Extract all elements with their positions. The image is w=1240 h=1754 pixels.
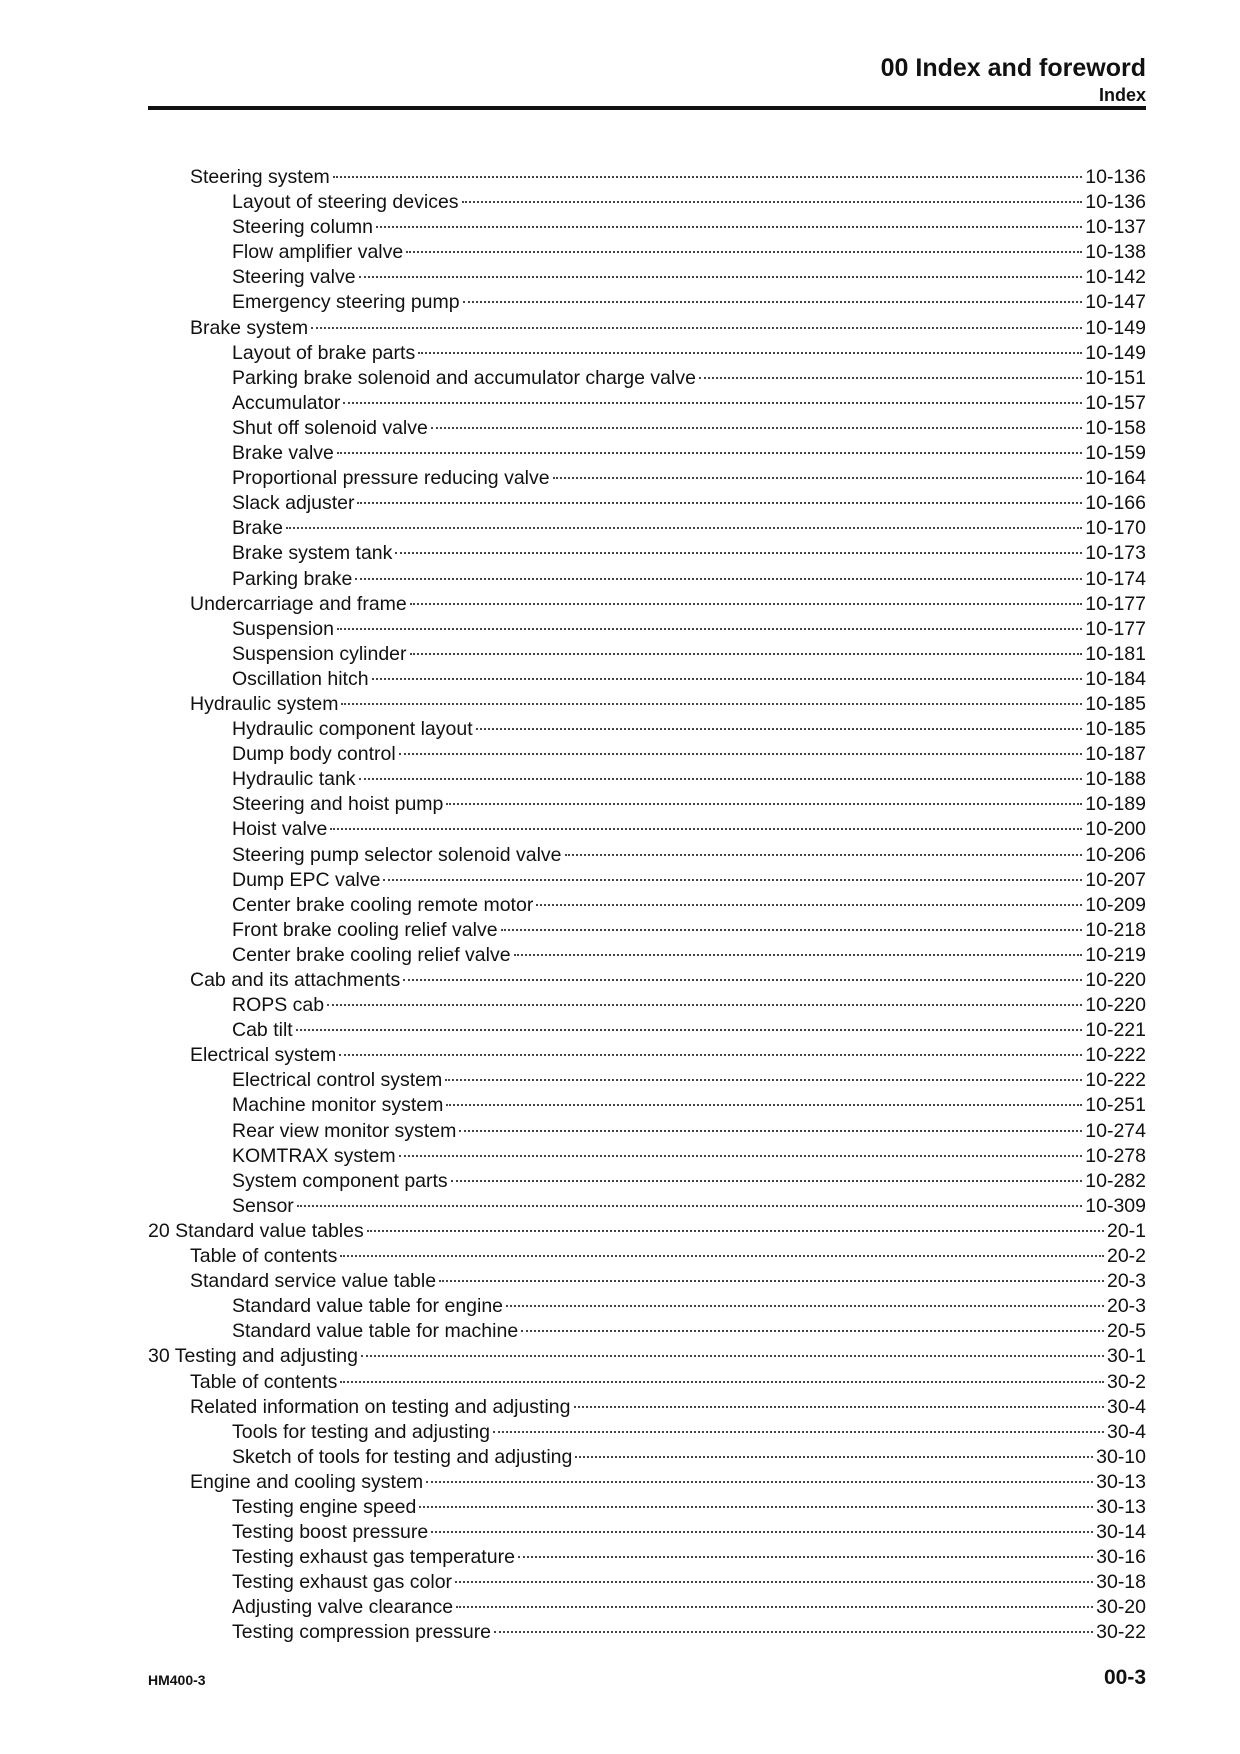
section-subtitle: Index [1098, 85, 1146, 105]
toc-entry-page: 10-147 [1085, 291, 1146, 314]
toc-entry [148, 341, 1146, 366]
toc-entry-label: Sensor [232, 1194, 294, 1217]
toc-entry-label: Brake system tank [232, 542, 393, 565]
toc-entry-page: 30-18 [1096, 1571, 1146, 1594]
toc-entry-page: 10-221 [1085, 1019, 1146, 1042]
toc-leader-dots [399, 753, 1083, 755]
toc-entry-page: 10-274 [1085, 1119, 1146, 1142]
toc-entry-page: 10-137 [1085, 216, 1146, 239]
toc-entry [148, 1620, 1146, 1645]
toc-entry [148, 391, 1146, 416]
toc-entry-page: 10-159 [1085, 442, 1146, 465]
toc-leader-dots [459, 1130, 1082, 1132]
toc-entry [148, 893, 1146, 918]
toc-entry [148, 1294, 1146, 1319]
toc-entry-label: Rear view monitor system [232, 1119, 457, 1142]
toc-entry-page: 10-149 [1085, 341, 1146, 364]
toc-entry-page: 10-166 [1085, 492, 1146, 515]
toc-entry-page: 10-251 [1085, 1094, 1146, 1117]
toc-entry [148, 1395, 1146, 1420]
toc-entry [148, 1244, 1146, 1269]
toc-entry-label: ROPS cab [232, 994, 325, 1017]
toc-leader-dots [565, 854, 1083, 856]
toc-entry-page: 10-220 [1085, 994, 1146, 1017]
toc-entry-label: Shut off solenoid valve [232, 416, 428, 439]
toc-entry [148, 1520, 1146, 1545]
toc-leader-dots [419, 1506, 1093, 1508]
toc-entry-page: 20-3 [1106, 1270, 1146, 1293]
toc-leader-dots [456, 1606, 1093, 1608]
toc-entry [148, 1169, 1146, 1194]
toc-leader-dots [446, 1104, 1082, 1106]
toc-entry-label: Hydraulic tank [232, 768, 356, 791]
toc-entry-label: Brake valve [232, 442, 334, 465]
toc-entry [148, 767, 1146, 792]
toc-entry-page: 10-222 [1085, 1069, 1146, 1092]
toc-entry [148, 642, 1146, 667]
toc-entry [148, 617, 1146, 642]
toc-entry [148, 868, 1146, 893]
toc-entry-page: 30-4 [1106, 1420, 1146, 1443]
toc-leader-dots [296, 1029, 1083, 1031]
toc-leader-dots [574, 1406, 1104, 1408]
toc-entry-page: 10-151 [1085, 366, 1146, 389]
toc-entry-label: Brake [232, 517, 283, 540]
toc-leader-dots [521, 1330, 1104, 1332]
toc-entry-page: 30-16 [1096, 1546, 1146, 1569]
toc-entry-page: 10-158 [1085, 416, 1146, 439]
toc-entry-label: Layout of steering devices [232, 191, 459, 214]
toc-leader-dots [340, 1255, 1104, 1257]
toc-entry-label: Hoist valve [232, 818, 328, 841]
toc-entry [148, 592, 1146, 617]
toc-entry-page: 20-2 [1106, 1245, 1146, 1268]
toc-leader-dots [399, 1155, 1083, 1157]
toc-entry-label: Testing exhaust gas temperature [232, 1546, 515, 1569]
section-title: 00 Index and foreword [880, 54, 1146, 82]
toc-entry-label: Standard value table for machine [232, 1320, 519, 1343]
toc-entry-page: 10-278 [1085, 1144, 1146, 1167]
toc-leader-dots [357, 502, 1082, 504]
toc-entry-page: 10-207 [1085, 868, 1146, 891]
toc-entry-label: Cab tilt [232, 1019, 293, 1042]
toc-leader-dots [333, 176, 1082, 178]
toc-entry-label: Table of contents [190, 1245, 338, 1268]
toc-leader-dots [426, 1481, 1093, 1483]
toc-entry-page: 20-1 [1106, 1219, 1146, 1242]
toc-entry-label: Suspension cylinder [232, 642, 407, 665]
toc-entry-page: 10-177 [1085, 592, 1146, 615]
toc-entry [148, 1470, 1146, 1495]
toc-leader-dots [476, 728, 1083, 730]
toc-entry-page: 20-5 [1106, 1320, 1146, 1343]
toc-entry-page: 20-3 [1106, 1295, 1146, 1318]
toc-leader-dots [445, 1079, 1082, 1081]
toc-entry-label: Proportional pressure reducing valve [232, 467, 550, 490]
toc-entry [148, 1570, 1146, 1595]
toc-entry-page: 10-222 [1085, 1044, 1146, 1067]
toc-leader-dots [395, 552, 1082, 554]
toc-leader-dots [327, 1004, 1082, 1006]
toc-entry [148, 1144, 1146, 1169]
toc-entry-label: Dump body control [232, 743, 396, 766]
toc-leader-dots [553, 477, 1083, 479]
toc-entry [148, 1068, 1146, 1093]
toc-leader-dots [297, 1205, 1082, 1207]
toc-entry [148, 843, 1146, 868]
toc-leader-dots [343, 402, 1082, 404]
toc-leader-dots [493, 1431, 1104, 1433]
toc-entry-page: 30-1 [1106, 1345, 1146, 1368]
toc-entry-label: Related information on testing and adjusting [190, 1395, 571, 1418]
toc-entry-page: 10-181 [1085, 642, 1146, 665]
header-rule [148, 106, 1146, 110]
toc-entry [148, 817, 1146, 842]
toc-entry [148, 240, 1146, 265]
toc-entry [148, 1595, 1146, 1620]
toc-entry-page: 10-188 [1085, 768, 1146, 791]
toc-leader-dots [446, 803, 1082, 805]
toc-entry-page: 10-189 [1085, 793, 1146, 816]
toc-entry-page: 30-14 [1096, 1521, 1146, 1544]
toc-entry-label: Emergency steering pump [232, 291, 460, 314]
toc-entry-page: 10-185 [1085, 692, 1146, 715]
toc-entry-label: Tools for testing and adjusting [232, 1420, 490, 1443]
toc-entry [148, 968, 1146, 993]
toc-entry-label: Steering system [190, 166, 330, 188]
toc-entry-label: Flow amplifier valve [232, 241, 404, 264]
toc-entry [148, 541, 1146, 566]
toc-entry [148, 190, 1146, 215]
toc-entry-page: 10-170 [1085, 517, 1146, 540]
toc-entry [148, 1119, 1146, 1144]
toc-entry [148, 416, 1146, 441]
toc-entry [148, 1093, 1146, 1118]
toc-leader-dots [359, 778, 1083, 780]
toc-entry [148, 1319, 1146, 1344]
toc-entry-label: Accumulator [232, 391, 341, 414]
toc-entry-label: Oscillation hitch [232, 667, 369, 690]
toc-entry-page: 10-149 [1085, 316, 1146, 339]
toc-entry-page: 10-185 [1085, 718, 1146, 741]
toc-leader-dots [451, 1180, 1083, 1182]
toc-entry [148, 466, 1146, 491]
toc-leader-dots [337, 452, 1082, 454]
toc-leader-dots [406, 251, 1082, 253]
toc-entry-label: Testing engine speed [232, 1495, 417, 1518]
footer-model: HM400-3 [148, 1672, 206, 1688]
toc-entry [148, 1018, 1146, 1043]
toc-leader-dots [501, 929, 1083, 931]
toc-entry-label: Machine monitor system [232, 1094, 444, 1117]
toc-entry-label: Hydraulic component layout [232, 718, 473, 741]
toc-entry-label: Testing compression pressure [232, 1621, 492, 1644]
toc-entry-label: Engine and cooling system [190, 1470, 424, 1493]
toc-entry [148, 943, 1146, 968]
toc-leader-dots [463, 301, 1083, 303]
toc-entry-page: 10-138 [1085, 241, 1146, 264]
toc-entry-label: Parking brake [232, 567, 353, 590]
toc-leader-dots [330, 828, 1082, 830]
toc-entry-page: 30-22 [1096, 1621, 1146, 1644]
toc-entry-page: 10-174 [1085, 567, 1146, 590]
toc-entry-page: 30-4 [1106, 1395, 1146, 1418]
toc-entry-label: KOMTRAX system [232, 1144, 396, 1167]
toc-entry-label: Standard service value table [190, 1270, 437, 1293]
toc-entry-page: 10-206 [1085, 843, 1146, 866]
toc-leader-dots [383, 879, 1082, 881]
toc-entry-label: Steering valve [232, 266, 356, 289]
toc-leader-dots [514, 954, 1083, 956]
toc-entry-label: Center brake cooling remote motor [232, 893, 534, 916]
toc-leader-dots [431, 427, 1082, 429]
toc-entry-label: Electrical system [190, 1044, 337, 1067]
toc-entry-label: Brake system [190, 316, 309, 339]
toc-leader-dots [410, 603, 1083, 605]
toc-entry-page: 30-20 [1096, 1596, 1146, 1619]
toc-entry-page: 30-10 [1096, 1445, 1146, 1468]
toc-entry-label: Suspension [232, 617, 334, 640]
toc-entry-label: Adjusting valve clearance [232, 1596, 454, 1619]
toc-entry [148, 792, 1146, 817]
toc-entry [148, 441, 1146, 466]
toc-entry [148, 918, 1146, 943]
toc-entry-page: 10-218 [1085, 918, 1146, 941]
toc-entry-label: Steering pump selector solenoid valve [232, 843, 562, 866]
toc-leader-dots [376, 226, 1082, 228]
toc-entry-label: Hydraulic system [190, 692, 339, 715]
toc-entry-label: Testing boost pressure [232, 1521, 429, 1544]
toc-entry [148, 1219, 1146, 1244]
toc-leader-dots [339, 1054, 1082, 1056]
toc-leader-dots [418, 352, 1082, 354]
toc-entry-page: 10-187 [1085, 743, 1146, 766]
toc-entry [148, 1445, 1146, 1470]
toc-leader-dots [311, 327, 1082, 329]
toc-entry [148, 1194, 1146, 1219]
toc-leader-dots [286, 527, 1082, 529]
toc-leader-dots [340, 1381, 1104, 1383]
toc-entry-label: Table of contents [190, 1370, 338, 1393]
toc-entry-page: 10-164 [1085, 467, 1146, 490]
toc-entry [148, 1344, 1146, 1369]
footer-page-number: 00-3 [1103, 1666, 1146, 1689]
toc-entry [148, 366, 1146, 391]
toc-leader-dots [361, 1355, 1104, 1357]
toc-leader-dots [455, 1581, 1093, 1583]
toc-leader-dots [367, 1230, 1104, 1232]
toc-entry-label: 20 Standard value tables [148, 1219, 364, 1242]
toc-leader-dots [699, 377, 1082, 379]
toc-entry [148, 1545, 1146, 1570]
toc-entry-page: 10-282 [1085, 1169, 1146, 1192]
toc-entry [148, 742, 1146, 767]
toc-entry-label: Testing exhaust gas color [232, 1571, 453, 1594]
toc-entry-page: 10-184 [1085, 667, 1146, 690]
toc-entry-label: Parking brake solenoid and accumulator charge valve [232, 366, 696, 389]
toc-entry [148, 316, 1146, 341]
toc-entry-label: System component parts [232, 1169, 448, 1192]
toc-entry-label: Steering column [232, 216, 373, 239]
toc-leader-dots [355, 578, 1082, 580]
toc-leader-dots [337, 628, 1082, 630]
toc-entry-label: 30 Testing and adjusting [148, 1345, 358, 1368]
toc-entry [148, 1269, 1146, 1294]
toc-entry-page: 10-136 [1085, 166, 1146, 188]
toc-entry [148, 165, 1146, 190]
toc-entry-page: 10-209 [1085, 893, 1146, 916]
toc-entry-page: 10-309 [1085, 1194, 1146, 1217]
toc-entry-page: 10-136 [1085, 191, 1146, 214]
toc-entry-page: 30-2 [1106, 1370, 1146, 1393]
toc-entry-label: Electrical control system [232, 1069, 443, 1092]
toc-entry [148, 1420, 1146, 1445]
toc-leader-dots [575, 1456, 1093, 1458]
toc-entry-label: Undercarriage and frame [190, 592, 407, 615]
toc-leader-dots [403, 979, 1082, 981]
toc-leader-dots [431, 1531, 1093, 1533]
toc-entry-label: Center brake cooling relief valve [232, 943, 511, 966]
toc-entry [148, 717, 1146, 742]
toc-entry [148, 265, 1146, 290]
toc-entry-label: Steering and hoist pump [232, 793, 444, 816]
toc-leader-dots [518, 1556, 1093, 1558]
toc-entry-page: 10-142 [1085, 266, 1146, 289]
toc-entry [148, 491, 1146, 516]
toc-leader-dots [494, 1631, 1093, 1633]
toc-entry [148, 1495, 1146, 1520]
toc-entry-label: Cab and its attachments [190, 969, 401, 991]
toc-leader-dots [372, 678, 1083, 680]
toc-leader-dots [536, 904, 1082, 906]
toc-leader-dots [439, 1280, 1104, 1282]
toc-entry [148, 567, 1146, 592]
toc-leader-dots [462, 201, 1083, 203]
toc-entry-label: Slack adjuster [232, 492, 355, 515]
toc-entry [148, 290, 1146, 315]
toc-entry [148, 1043, 1146, 1068]
toc-entry-page: 30-13 [1096, 1495, 1146, 1518]
toc-entry-page: 10-200 [1085, 818, 1146, 841]
toc-entry-page: 10-220 [1085, 969, 1146, 991]
toc-entry-page: 30-13 [1096, 1470, 1146, 1493]
toc-leader-dots [341, 703, 1082, 705]
toc-leader-dots [410, 653, 1083, 655]
toc-entry-page: 10-219 [1085, 943, 1146, 966]
toc-entry-label: Layout of brake parts [232, 341, 416, 364]
toc-entry-page: 10-173 [1085, 542, 1146, 565]
toc-entry [148, 1370, 1146, 1395]
toc-entry-label: Front brake cooling relief valve [232, 918, 498, 941]
toc-entry [148, 692, 1146, 717]
toc-leader-dots [506, 1305, 1104, 1307]
toc-entry [148, 215, 1146, 240]
toc-entry-label: Standard value table for engine [232, 1295, 504, 1318]
toc-leader-dots [359, 276, 1083, 278]
toc-entry [148, 516, 1146, 541]
toc-entry-page: 10-157 [1085, 391, 1146, 414]
toc-entry-label: Sketch of tools for testing and adjusting [232, 1445, 573, 1468]
page-header [148, 52, 1146, 106]
toc-entry-page: 10-177 [1085, 617, 1146, 640]
table-of-contents [148, 165, 1146, 1646]
toc-entry [148, 993, 1146, 1018]
toc-entry [148, 667, 1146, 692]
toc-entry-label: Dump EPC valve [232, 868, 381, 891]
